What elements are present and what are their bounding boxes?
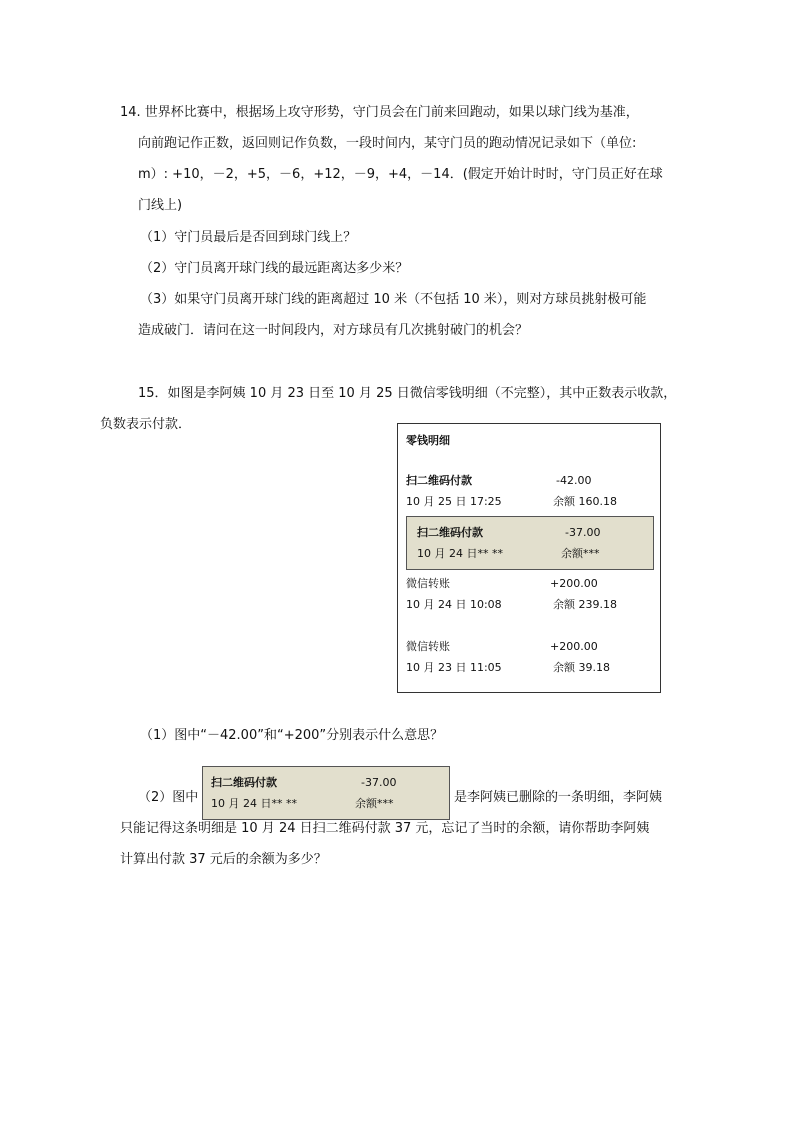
record-date: 10 月 25 日 17:25 bbox=[406, 495, 502, 508]
record-amount: -37.00 bbox=[565, 526, 601, 539]
record-type: 微信转账 bbox=[406, 577, 450, 590]
q15-sub2-line2: 只能记得这条明细是 10 月 24 日扫二维码付款 37 元，忘记了当时的余额，请你帮助李阿姨 bbox=[120, 821, 650, 836]
deleted-record-date: 10 月 24 日** ** bbox=[211, 797, 297, 810]
record-balance: 余额 39.18 bbox=[553, 661, 610, 674]
wallet-title: 零钱明细 bbox=[406, 434, 450, 447]
q15-line2: 负数表示付款． bbox=[100, 417, 192, 432]
wallet-detail-panel bbox=[397, 423, 661, 693]
record-balance: 余额 160.18 bbox=[553, 495, 617, 508]
q14-sub3a: （3）如果守门员离开球门线的距离超过 10 米（不包括 10 米），则对方球员挑射极可能 bbox=[140, 292, 647, 307]
q15-sub1: （1）图中“－42.00”和“+200”分别表示什么意思？ bbox=[140, 728, 444, 743]
q14-line1: 14. 世界杯比赛中，根据场上攻守形势，守门员会在门前来回跑动，如果以球门线为基准， bbox=[120, 105, 639, 120]
record-amount: +200.00 bbox=[550, 577, 598, 590]
q15-sub2-suffix: 是李阿姨已删除的一条明细，李阿姨 bbox=[454, 790, 663, 805]
q15-sub2-line3: 计算出付款 37 元后的余额为多少？ bbox=[120, 852, 327, 867]
q14-sub3b: 造成破门．请问在这一时间段内，对方球员有几次挑射破门的机会？ bbox=[138, 323, 529, 338]
q14-sub2: （2）守门员离开球门线的最远距离达多少米？ bbox=[140, 261, 409, 276]
deleted-record-box bbox=[202, 766, 450, 820]
record-type: 扫二维码付款 bbox=[417, 526, 483, 539]
record-amount: +200.00 bbox=[550, 640, 598, 653]
q14-line4: 门线上) bbox=[138, 198, 183, 213]
q15-line1: 15．如图是李阿姨 10 月 23 日至 10 月 25 日微信零钱明细（不完整），其中正数表示收款， bbox=[138, 386, 677, 401]
record-date: 10 月 23 日 11:05 bbox=[406, 661, 502, 674]
highlighted-record bbox=[406, 516, 654, 570]
q14-line2: 向前跑记作正数，返回则记作负数，一段时间内，某守门员的跑动情况记录如下（单位: bbox=[138, 136, 637, 151]
record-amount: -42.00 bbox=[556, 474, 592, 487]
record-date: 10 月 24 日 10:08 bbox=[406, 598, 502, 611]
q14-sub1: （1）守门员最后是否回到球门线上？ bbox=[140, 230, 357, 245]
q14-line3: m）: +10，－2，+5，－6，+12，－9，+4，－14．(假定开始计时时，守门员正好在球 bbox=[138, 167, 663, 182]
deleted-record-type: 扫二维码付款 bbox=[211, 776, 277, 789]
record-date: 10 月 24 日** ** bbox=[417, 547, 503, 560]
deleted-record-balance: 余额*** bbox=[355, 797, 394, 810]
record-balance: 余额*** bbox=[561, 547, 600, 560]
deleted-record-amount: -37.00 bbox=[361, 776, 397, 789]
record-type: 扫二维码付款 bbox=[406, 474, 472, 487]
record-balance: 余额 239.18 bbox=[553, 598, 617, 611]
record-type: 微信转账 bbox=[406, 640, 450, 653]
q15-sub2-prefix: （2）图中 bbox=[138, 790, 199, 805]
